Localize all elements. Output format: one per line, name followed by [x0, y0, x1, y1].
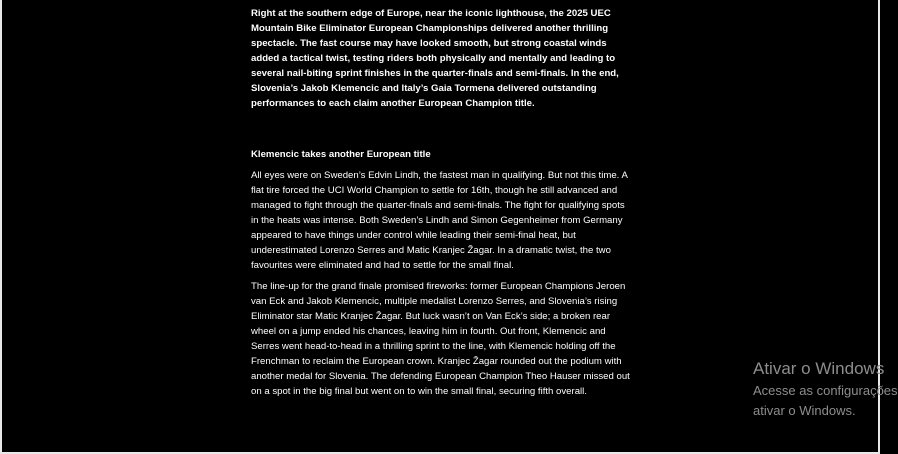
windows-activation-watermark [753, 357, 898, 421]
watermark-line-1: Acesse as configurações [753, 383, 898, 398]
watermark-title: Ativar o Windows [753, 359, 885, 378]
article-paragraph-2: The line-up for the grand finale promised fireworks: former European Champions Jeroen van Eck and Jakob Klemencic, multiple medalist Lorenzo Serres, and Slovenia’s rising Eliminator star Matic Kranjec Žagar. But luck wasn’t on Van Eck’s side; a broken rear wheel on a jump ended his chances, leaving him in fourth. Out front, Klemencic and Serres went head-to-head in a thrilling sprint to the line, with Klemencic holding off the Frenchman to reclaim the European crown. Kranjec Žagar rounded out the podium with another medal for Slovenia. The defending European Champion Theo Hauser missed out on a spot in the big final but went on to win the small final, securing fifth overall. [251, 281, 630, 397]
article-lead: Right at the southern edge of Europe, near the iconic lighthouse, the 2025 UEC Mountain Bike Eliminator European Championships delivered another thrilling spectacle. The fast course may have looked smooth, but strong coastal winds added a tactical twist, testing riders both physically and mentally and leading to several nail-biting sprint finishes in the quarter-finals and semi-finals. In the end, Slovenia’s Jakob Klemencic and Italy’s Gaia Tormena delivered outstanding performances to each claim another European Champion title. [251, 8, 619, 109]
window-border-left [0, 0, 2, 454]
article-paragraph-1: All eyes were on Sweden’s Edvin Lindh, the fastest man in qualifying. But not this time. A flat tire forced the UCI World Champion to settle for 16th, though he still advanced and managed to fight through the quarter-finals and semi-finals. The fight for qualifying spots in the heats was intense. Both Sweden’s Lindh and Simon Gegenheimer from Germany appeared to have things under control while leading their semi-final heat, but underestimated Lorenzo Serres and Matic Kranjec Žagar. In a dramatic twist, the two favourites were eliminated and had to settle for the small final. [251, 170, 628, 271]
article-body [251, 6, 631, 405]
watermark-line-2: ativar o Windows. [753, 403, 856, 418]
section-heading: Klemencic takes another European title [251, 149, 431, 160]
